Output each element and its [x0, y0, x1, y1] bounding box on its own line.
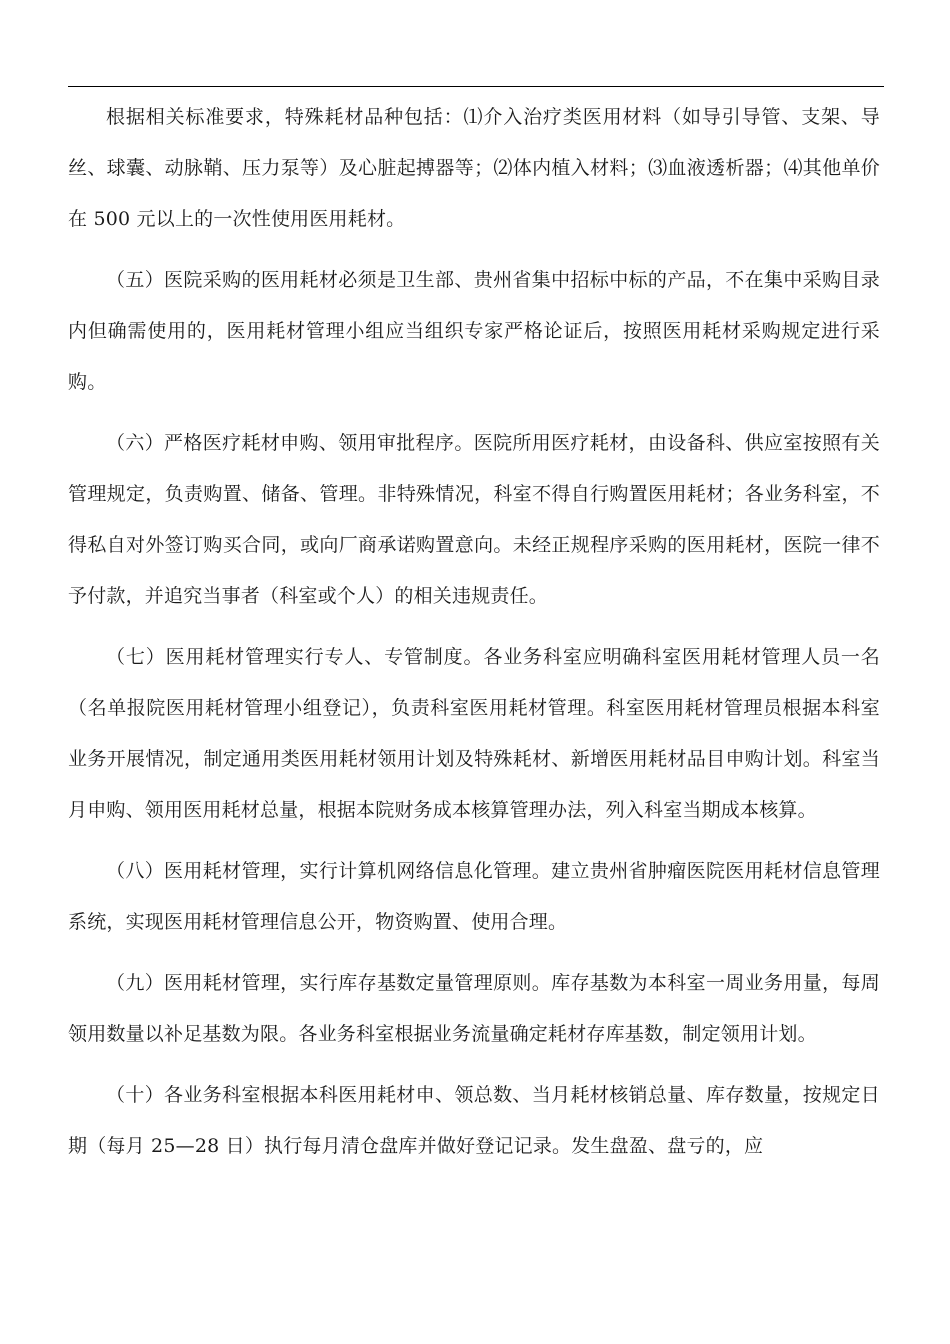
paragraph-6-approval: （六）严格医疗耗材申购、领用审批程序。医院所用医疗耗材，由设备科、供应室按照有关管理规定，负责购置、储备、管理。非特殊情况，科室不得自行购置医用耗材；各业务科室，不得私自对外签订购买合同，或向厂商承诺购置意向。未经正规程序采购的医用耗材，医院一律不予付款，并追究当事者（科室或个人）的相关违规责任。	[68, 432, 880, 607]
paragraph-5-procurement: （五）医院采购的医用耗材必须是卫生部、贵州省集中招标中标的产品，不在集中采购目录内但确需使用的，医用耗材管理小组应当组织专家严格论证后，按照医用耗材采购规定进行采购。	[68, 269, 880, 393]
document-body	[68, 92, 880, 1182]
paragraph-8-information-management: （八）医用耗材管理，实行计算机网络信息化管理。建立贵州省肿瘤医院医用耗材信息管理系统，实现医用耗材管理信息公开，物资购置、使用合理。	[68, 860, 880, 933]
header-rule	[68, 86, 884, 87]
paragraph-7-dedicated-management: （七）医用耗材管理实行专人、专管制度。各业务科室应明确科室医用耗材管理人员一名（名单报院医用耗材管理小组登记），负责科室医用耗材管理。科室医用耗材管理员根据本科室业务开展情况，制定通用类医用耗材领用计划及特殊耗材、新增医用耗材品目申购计划。科室当月申购、领用医用耗材总量，根据本院财务成本核算管理办法，列入科室当期成本核算。	[68, 646, 880, 821]
paragraph-10-stocktaking: （十）各业务科室根据本科医用耗材申、领总数、当月耗材核销总量、库存数量，按规定日期（每月 25—28 日）执行每月清仓盘库并做好登记记录。发生盘盈、盘亏的，应	[68, 1084, 880, 1157]
paragraph-9-inventory-base: （九）医用耗材管理，实行库存基数定量管理原则。库存基数为本科室一周业务用量，每周领用数量以补足基数为限。各业务科室根据业务流量确定耗材存库基数，制定领用计划。	[68, 972, 880, 1045]
paragraph-special-consumables: 根据相关标准要求，特殊耗材品种包括：⑴介入治疗类医用材料（如导引导管、支架、导丝、球囊、动脉鞘、压力泵等）及心脏起搏器等；⑵体内植入材料；⑶血液透析器；⑷其他单价在 500 元以上的一次性使用医用耗材。	[68, 106, 880, 230]
